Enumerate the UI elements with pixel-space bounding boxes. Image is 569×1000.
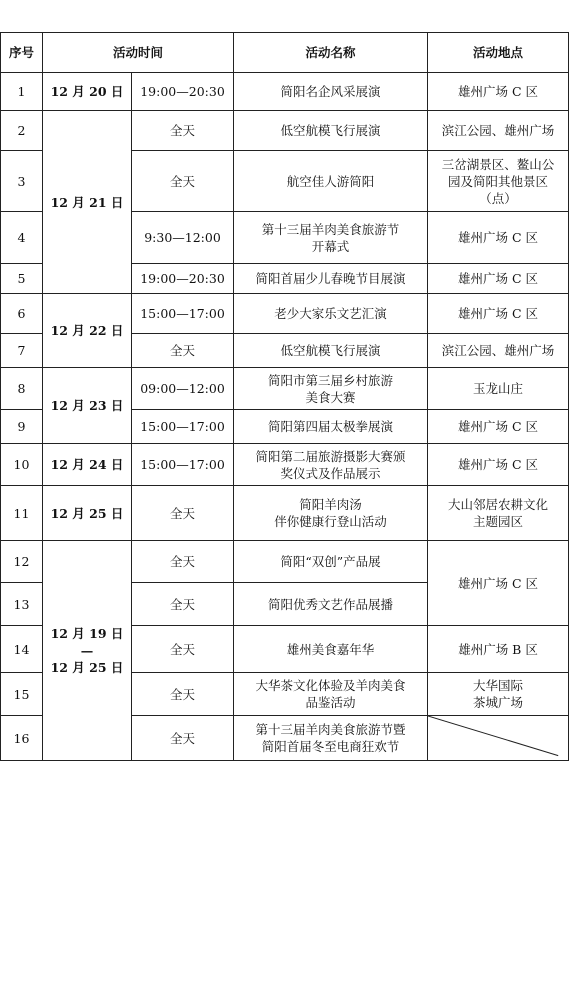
activity-name-line: 简阳名企风采展演 (280, 84, 381, 99)
location-line: 茶城广场 (473, 695, 524, 710)
row-number: 10 (1, 444, 43, 486)
date-cell: 12 月 24 日 (43, 444, 132, 486)
time-cell: 09:00—12:00 (132, 368, 234, 410)
date-cell: 12 月 20 日 (43, 73, 132, 111)
activity-name-line: 简阳第二届旅游摄影大赛颁 (255, 448, 406, 464)
activity-name-line: 第十三届羊肉美食旅游节暨 (255, 722, 406, 737)
activity-name-line: 美食大赛 (305, 389, 356, 405)
table-row (1, 444, 569, 486)
table-row (1, 294, 569, 334)
activity-name-line: 低空航模飞行展演 (280, 123, 381, 138)
location-line: 玉龙山庄 (473, 381, 524, 396)
activity-name-cell (234, 541, 428, 583)
location-line: （点） (479, 190, 517, 206)
table-row (1, 486, 569, 541)
location-line: 雄州广场 C 区 (458, 271, 539, 286)
location-cell (428, 444, 569, 486)
activity-name-cell (234, 73, 428, 111)
row-number: 15 (1, 673, 43, 716)
row-number: 14 (1, 626, 43, 673)
activity-name-line: 伴你健康行登山活动 (274, 514, 387, 529)
row-number: 12 (1, 541, 43, 583)
activity-name-line: 大华茶文化体验及羊肉美食 (255, 678, 406, 693)
location-cell (428, 73, 569, 111)
time-cell: 全天 (132, 151, 234, 212)
time-cell: 全天 (132, 673, 234, 716)
location-cell (428, 673, 569, 716)
row-number: 2 (1, 111, 43, 151)
location-line: 园及简阳其他景区 (448, 173, 549, 189)
row-number: 8 (1, 368, 43, 410)
location-line: 滨江公园、雄州广场 (441, 123, 555, 138)
date-cell: 12 月 23 日 (43, 368, 132, 444)
activity-name-line: 简阳第四届太极拳展演 (268, 419, 394, 434)
activity-name-line: 简阳“双创”产品展 (280, 554, 381, 569)
table-row (1, 541, 569, 583)
time-cell: 全天 (132, 334, 234, 368)
diagonal-slash (428, 716, 568, 760)
activity-name-line: 低空航模飞行展演 (280, 343, 381, 358)
activity-name-cell (234, 151, 428, 212)
activity-name-cell (234, 716, 428, 761)
location-line: 主题园区 (473, 514, 524, 529)
time-cell: 全天 (132, 716, 234, 761)
row-number: 9 (1, 410, 43, 444)
activity-name-cell (234, 673, 428, 716)
location-line: 大华国际 (473, 678, 524, 693)
activity-name-cell (234, 444, 428, 486)
row-number: 16 (1, 716, 43, 761)
table-row (1, 111, 569, 151)
date-cell: 12 月 21 日 (43, 111, 132, 294)
header-name: 活动名称 (234, 33, 428, 73)
time-cell: 全天 (132, 486, 234, 541)
location-line: 雄州广场 C 区 (458, 306, 539, 321)
activity-name-cell (234, 294, 428, 334)
header-place: 活动地点 (428, 33, 569, 73)
location-cell (428, 410, 569, 444)
time-cell: 19:00—20:30 (132, 73, 234, 111)
time-cell: 9:30—12:00 (132, 212, 234, 264)
location-line: 雄州广场 C 区 (458, 457, 539, 472)
time-cell: 全天 (132, 583, 234, 626)
row-number: 5 (1, 264, 43, 294)
activity-name-line: 简阳首届少儿春晚节目展演 (255, 271, 406, 286)
activity-name-line: 品鉴活动 (305, 695, 356, 710)
location-line: 雄州广场 C 区 (458, 230, 539, 245)
time-cell: 19:00—20:30 (132, 264, 234, 294)
location-line: 大山邻居农耕文化 (448, 497, 549, 512)
row-number: 13 (1, 583, 43, 626)
location-cell (428, 486, 569, 541)
time-cell: 15:00—17:00 (132, 294, 234, 334)
activity-schedule-table (0, 32, 569, 761)
row-number: 3 (1, 151, 43, 212)
time-cell: 15:00—17:00 (132, 410, 234, 444)
time-cell: 全天 (132, 626, 234, 673)
row-number: 4 (1, 212, 43, 264)
header-time: 活动时间 (43, 33, 234, 73)
activity-name-line: 简阳优秀文艺作品展播 (268, 596, 394, 612)
date-range-end: 12 月 25 日 (50, 660, 124, 675)
row-number: 11 (1, 486, 43, 541)
header-row (1, 33, 569, 73)
location-line: 雄州广场 C 区 (458, 419, 539, 434)
empty-location-cell (428, 716, 569, 761)
date-range-cell (43, 541, 132, 761)
location-line: 雄州广场 C 区 (458, 575, 539, 591)
table-row (1, 368, 569, 410)
activity-name-line: 航空佳人游简阳 (286, 173, 375, 189)
time-cell: 全天 (132, 111, 234, 151)
location-cell (428, 264, 569, 294)
time-cell: 全天 (132, 541, 234, 583)
header-no: 序号 (1, 33, 43, 73)
location-cell (428, 541, 569, 626)
activity-name-line: 简阳羊肉汤 (299, 497, 362, 512)
date-cell: 12 月 25 日 (43, 486, 132, 541)
activity-name-cell (234, 583, 428, 626)
time-cell: 15:00—17:00 (132, 444, 234, 486)
activity-name-line: 老少大家乐文艺汇演 (274, 306, 387, 321)
date-range-dash: — (80, 643, 94, 658)
date-range-start: 12 月 19 日 (50, 626, 124, 641)
row-number: 6 (1, 294, 43, 334)
activity-name-cell (234, 212, 428, 264)
location-line: 滨江公园、雄州广场 (441, 343, 555, 358)
location-cell (428, 212, 569, 264)
activity-name-line: 第十三届羊肉美食旅游节 (261, 221, 400, 237)
location-cell (428, 111, 569, 151)
activity-name-line: 开幕式 (311, 238, 350, 254)
location-cell (428, 294, 569, 334)
activity-name-line: 奖仪式及作品展示 (280, 465, 381, 481)
location-cell (428, 368, 569, 410)
activity-name-line: 雄州美食嘉年华 (286, 641, 375, 657)
location-cell (428, 334, 569, 368)
location-line: 雄州广场 B 区 (458, 641, 538, 657)
row-number: 7 (1, 334, 43, 368)
activity-name-line: 简阳首届冬至电商狂欢节 (261, 739, 400, 754)
location-cell (428, 151, 569, 212)
activity-name-cell (234, 486, 428, 541)
location-line: 三岔湖景区、鳌山公 (441, 156, 555, 172)
activity-name-line: 简阳市第三届乡村旅游 (268, 372, 394, 388)
activity-name-cell (234, 264, 428, 294)
location-cell (428, 626, 569, 673)
activity-name-cell (234, 410, 428, 444)
table-row (1, 73, 569, 111)
date-cell: 12 月 22 日 (43, 294, 132, 368)
activity-name-cell (234, 111, 428, 151)
activity-name-cell (234, 368, 428, 410)
row-number: 1 (1, 73, 43, 111)
activity-name-cell (234, 626, 428, 673)
activity-name-cell (234, 334, 428, 368)
location-line: 雄州广场 C 区 (458, 84, 539, 99)
